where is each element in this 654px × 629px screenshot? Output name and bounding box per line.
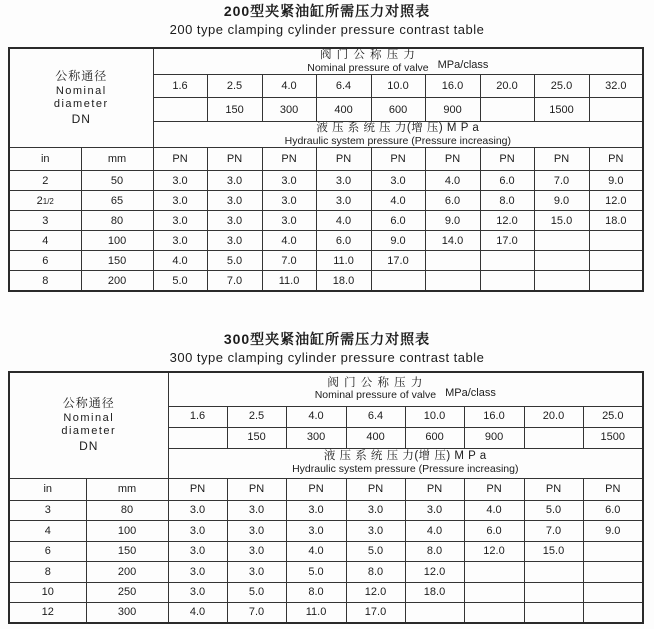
size-in-cell	[9, 251, 81, 271]
pn-data-cell: 5.0	[153, 271, 207, 291]
class-value-cell: 300	[286, 427, 346, 448]
pn-data-cell: 11.0	[316, 251, 371, 271]
pressure-value-cell: 25.0	[534, 75, 589, 98]
size-in-cell	[9, 211, 81, 231]
unit-pn-cell: PN	[316, 148, 371, 171]
size-mm-cell: 50	[81, 171, 153, 191]
hydraulic-label-cn: 液 压 系 统 压 力(增 压) M P a	[323, 450, 487, 463]
class-value-cell	[153, 98, 207, 122]
pn-data-cell: 3.0	[168, 562, 227, 583]
hydraulic-header-cell	[153, 122, 643, 148]
size-in-cell	[9, 500, 86, 521]
pn-data-cell	[589, 271, 643, 291]
pressure-value-cell: 6.4	[316, 75, 371, 98]
unit-pn-cell: PN	[405, 478, 464, 500]
pn-data-cell: 11.0	[286, 603, 346, 624]
size-mm-cell: 100	[86, 521, 168, 542]
size-mm-cell: 80	[86, 500, 168, 521]
pn-data-cell: 18.0	[316, 271, 371, 291]
nominal-diameter-label-en1: Nominal	[63, 412, 115, 425]
unit-pn-cell: PN	[168, 478, 227, 500]
size-in-cell	[9, 541, 86, 562]
pn-data-cell: 4.0	[262, 231, 316, 251]
unit-pn-cell: PN	[589, 148, 643, 171]
pn-data-cell: 3.0	[227, 541, 286, 562]
valve-pressure-label-cn: 阀 门 公 称 压 力	[319, 49, 416, 61]
pressure-value-cell: 4.0	[286, 406, 346, 427]
pressure-value-cell: 1.6	[168, 406, 227, 427]
unit-pn-cell: PN	[583, 478, 643, 500]
size-in-value: 6	[42, 254, 49, 267]
pressure-value-cell: 1.6	[153, 75, 207, 98]
class-value-cell: 300	[262, 98, 316, 122]
unit-mm-cell: mm	[86, 478, 168, 500]
pn-data-cell: 9.0	[534, 191, 589, 211]
size-in-cell	[9, 521, 86, 542]
pn-data-cell: 9.0	[425, 211, 480, 231]
pn-data-cell: 4.0	[405, 521, 464, 542]
pn-data-cell: 7.0	[534, 171, 589, 191]
valve-pressure-header	[154, 49, 643, 74]
unit-pn-cell: PN	[227, 478, 286, 500]
table-300-type-pressure	[8, 371, 644, 624]
nominal-diameter-label-cn: 公称通径	[55, 69, 108, 83]
size-in-value: 10	[41, 586, 54, 599]
size-in-value: 3	[44, 504, 51, 517]
unit-pn-cell: PN	[371, 148, 425, 171]
pn-data-cell	[589, 231, 643, 251]
valve-pressure-label-cn: 阀 门 公 称 压 力	[327, 376, 424, 389]
pn-data-cell: 3.0	[346, 500, 405, 521]
pressure-value-cell: 20.0	[480, 75, 534, 98]
pressure-value-cell: 20.0	[524, 406, 583, 427]
pn-data-cell: 8.0	[405, 541, 464, 562]
table-300-title-block	[0, 331, 654, 365]
pn-data-cell	[534, 251, 589, 271]
pn-data-cell: 3.0	[153, 191, 207, 211]
class-value-cell: 400	[346, 427, 405, 448]
class-value-cell	[168, 427, 227, 448]
pn-data-cell	[480, 271, 534, 291]
size-in-cell	[9, 582, 86, 603]
header-row-valve-pressure	[9, 372, 643, 406]
pn-data-cell	[534, 271, 589, 291]
pressure-value-cell: 16.0	[425, 75, 480, 98]
pn-data-cell	[425, 251, 480, 271]
pn-data-cell: 7.0	[262, 251, 316, 271]
pn-data-cell: 5.0	[207, 251, 262, 271]
pressure-value-cell: 4.0	[262, 75, 316, 98]
pn-data-cell: 6.0	[425, 191, 480, 211]
pn-data-cell: 18.0	[405, 582, 464, 603]
size-mm-cell: 200	[86, 562, 168, 583]
pn-data-cell: 4.0	[425, 171, 480, 191]
pn-data-cell: 8.0	[286, 582, 346, 603]
size-in-value: 4	[44, 524, 51, 537]
data-row	[9, 271, 643, 291]
pn-data-cell	[534, 231, 589, 251]
pn-data-cell: 5.0	[286, 562, 346, 583]
data-row	[9, 500, 643, 521]
size-mm-cell: 150	[86, 541, 168, 562]
pn-data-cell: 12.0	[346, 582, 405, 603]
pn-data-cell: 3.0	[316, 191, 371, 211]
table-200-title-block	[0, 3, 654, 37]
unit-pn-cell: PN	[262, 148, 316, 171]
valve-pressure-header-cell	[168, 372, 643, 406]
valve-pressure-header-lines	[315, 377, 436, 402]
pn-data-cell	[589, 251, 643, 271]
nominal-diameter-label-en2: diameter	[61, 425, 117, 438]
pn-data-cell: 12.0	[480, 211, 534, 231]
class-value-cell: 150	[207, 98, 262, 122]
pn-data-cell: 5.0	[227, 582, 286, 603]
class-value-cell: 900	[464, 427, 524, 448]
pn-data-cell: 3.0	[207, 171, 262, 191]
data-row	[9, 541, 643, 562]
pn-data-cell	[464, 582, 524, 603]
pn-data-cell: 3.0	[153, 171, 207, 191]
nominal-diameter-label-cn: 公称通径	[62, 396, 115, 411]
table-200-title-en: 200 type clamping cylinder pressure contrast table	[169, 22, 485, 37]
pn-data-cell	[464, 562, 524, 583]
data-row	[9, 562, 643, 583]
pn-data-cell	[480, 251, 534, 271]
data-row	[9, 211, 643, 231]
hydraulic-label-en: Hydraulic system pressure (Pressure increasing)	[284, 134, 512, 147]
size-mm-cell: 65	[81, 191, 153, 211]
pn-data-cell	[583, 603, 643, 624]
pn-data-cell: 3.0	[346, 521, 405, 542]
pressure-value-cell: 10.0	[405, 406, 464, 427]
unit-in-cell: in	[9, 478, 86, 500]
data-row	[9, 171, 643, 191]
class-value-cell: 1500	[534, 98, 589, 122]
class-value-cell	[480, 98, 534, 122]
pn-data-cell: 4.0	[168, 603, 227, 624]
size-in-value: 3	[42, 214, 49, 227]
size-mm-cell: 300	[86, 603, 168, 624]
hydraulic-label-en: Hydraulic system pressure (Pressure increasing)	[292, 463, 519, 476]
pn-data-cell: 3.0	[153, 211, 207, 231]
pn-data-cell: 6.0	[583, 500, 643, 521]
pressure-value-cell: 2.5	[227, 406, 286, 427]
pn-data-cell: 3.0	[227, 562, 286, 583]
data-row	[9, 582, 643, 603]
data-row	[9, 231, 643, 251]
size-in-fraction: 1/2	[42, 196, 54, 206]
size-in-cell	[9, 191, 81, 211]
table-200-title-cn: 200型夹紧油缸所需压力对照表	[223, 3, 431, 19]
pn-data-cell	[464, 603, 524, 624]
hydraulic-header-cell	[168, 448, 643, 478]
pn-data-cell: 3.0	[286, 521, 346, 542]
size-in-value: 8	[42, 274, 49, 287]
pn-data-cell: 3.0	[207, 191, 262, 211]
pn-data-cell: 3.0	[262, 171, 316, 191]
dn-label: DN	[79, 439, 99, 454]
pn-data-cell	[524, 582, 583, 603]
pn-data-cell	[524, 562, 583, 583]
unit-pn-cell: PN	[425, 148, 480, 171]
pn-data-cell: 3.0	[405, 500, 464, 521]
pn-data-cell: 9.0	[589, 171, 643, 191]
pn-data-cell: 6.0	[316, 231, 371, 251]
pn-data-cell: 8.0	[480, 191, 534, 211]
pn-data-cell: 17.0	[480, 231, 534, 251]
pn-data-cell: 6.0	[371, 211, 425, 231]
unit-pn-cell: PN	[524, 478, 583, 500]
pn-data-cell: 17.0	[371, 251, 425, 271]
pn-data-cell: 6.0	[464, 521, 524, 542]
pn-data-cell: 12.0	[589, 191, 643, 211]
class-value-cell: 400	[316, 98, 371, 122]
valve-pressure-label-en: Nominal pressure of valve	[314, 389, 437, 402]
table-300-title-en: 300 type clamping cylinder pressure contrast table	[169, 350, 485, 365]
size-mm-cell: 250	[86, 582, 168, 603]
header-row-valve-pressure	[9, 48, 643, 75]
pn-data-cell: 18.0	[589, 211, 643, 231]
unit-pn-cell: PN	[346, 478, 405, 500]
unit-pn-cell: PN	[286, 478, 346, 500]
pn-data-cell: 9.0	[371, 231, 425, 251]
pn-data-cell: 3.0	[227, 500, 286, 521]
pn-data-cell: 9.0	[583, 521, 643, 542]
mpa-class-unit-label: MPa/class	[437, 59, 489, 72]
pn-data-cell: 6.0	[480, 171, 534, 191]
pn-data-cell: 4.0	[316, 211, 371, 231]
pn-data-cell: 4.0	[464, 500, 524, 521]
pn-data-cell: 11.0	[262, 271, 316, 291]
pn-data-cell	[524, 603, 583, 624]
pressure-value-cell: 6.4	[346, 406, 405, 427]
pn-data-cell: 3.0	[286, 500, 346, 521]
size-in-value: 6	[44, 545, 51, 558]
class-value-cell: 1500	[583, 427, 643, 448]
pn-data-cell	[425, 271, 480, 291]
size-mm-cell: 200	[81, 271, 153, 291]
class-value-cell: 150	[227, 427, 286, 448]
unit-row	[9, 148, 643, 171]
unit-row	[9, 478, 643, 500]
pn-data-cell: 7.0	[207, 271, 262, 291]
pn-data-cell: 3.0	[262, 211, 316, 231]
pn-data-cell: 12.0	[464, 541, 524, 562]
unit-pn-cell: PN	[153, 148, 207, 171]
size-in-value: 2	[36, 194, 43, 207]
pn-data-cell: 5.0	[346, 541, 405, 562]
pressure-value-cell: 32.0	[589, 75, 643, 98]
data-row	[9, 603, 643, 624]
pn-data-cell: 17.0	[346, 603, 405, 624]
dn-label: DN	[71, 112, 91, 127]
pn-data-cell: 3.0	[207, 211, 262, 231]
pn-data-cell: 7.0	[524, 521, 583, 542]
pn-data-cell: 3.0	[168, 500, 227, 521]
size-in-value: 12	[41, 606, 54, 619]
valve-pressure-header-cell	[153, 48, 643, 75]
pn-data-cell: 3.0	[168, 521, 227, 542]
pn-data-cell: 15.0	[534, 211, 589, 231]
pn-data-cell: 3.0	[168, 541, 227, 562]
data-row	[9, 191, 643, 211]
size-in-value: 2	[42, 174, 49, 187]
size-mm-cell: 150	[81, 251, 153, 271]
table-300-title-cn: 300型夹紧油缸所需压力对照表	[223, 331, 431, 347]
pn-data-cell: 5.0	[524, 500, 583, 521]
class-value-cell: 600	[371, 98, 425, 122]
pn-data-cell: 14.0	[425, 231, 480, 251]
pressure-value-cell: 16.0	[464, 406, 524, 427]
pn-data-cell	[583, 582, 643, 603]
size-in-cell	[9, 603, 86, 624]
size-in-cell	[9, 271, 81, 291]
size-mm-cell: 80	[81, 211, 153, 231]
mpa-class-unit-label: MPa/class	[445, 386, 496, 399]
class-value-cell: 600	[405, 427, 464, 448]
size-mm-cell: 100	[81, 231, 153, 251]
hydraulic-label-cn: 液 压 系 统 压 力(增 压) M P a	[316, 122, 480, 135]
pn-data-cell: 4.0	[153, 251, 207, 271]
nominal-diameter-header-cell	[9, 372, 168, 478]
unit-mm-cell: mm	[81, 148, 153, 171]
size-in-cell	[9, 231, 81, 251]
unit-in-cell: in	[9, 148, 81, 171]
size-in-cell	[9, 562, 86, 583]
pn-data-cell	[583, 541, 643, 562]
table-200-type-pressure	[8, 47, 644, 292]
pn-data-cell: 12.0	[405, 562, 464, 583]
pressure-value-cell: 25.0	[583, 406, 643, 427]
nominal-diameter-header-cell	[9, 48, 153, 148]
pn-data-cell: 4.0	[371, 191, 425, 211]
pressure-value-cell: 10.0	[371, 75, 425, 98]
pn-data-cell: 8.0	[346, 562, 405, 583]
pn-data-cell	[405, 603, 464, 624]
size-in-cell	[9, 171, 81, 191]
pn-data-cell: 15.0	[524, 541, 583, 562]
valve-pressure-header-lines	[307, 49, 428, 74]
pn-data-cell	[583, 562, 643, 583]
unit-pn-cell: PN	[480, 148, 534, 171]
size-in-value: 8	[44, 565, 51, 578]
size-in-value: 4	[42, 234, 49, 247]
class-value-cell	[589, 98, 643, 122]
data-row	[9, 251, 643, 271]
pn-data-cell: 3.0	[168, 582, 227, 603]
pn-data-cell: 3.0	[227, 521, 286, 542]
pn-data-cell: 3.0	[153, 231, 207, 251]
valve-pressure-header	[169, 377, 643, 402]
class-value-cell: 900	[425, 98, 480, 122]
unit-pn-cell: PN	[464, 478, 524, 500]
valve-pressure-label-en: Nominal pressure of valve	[307, 61, 429, 74]
unit-pn-cell: PN	[534, 148, 589, 171]
pn-data-cell: 3.0	[316, 171, 371, 191]
pressure-value-cell: 2.5	[207, 75, 262, 98]
nominal-diameter-label-en1: Nominal	[55, 85, 107, 98]
pn-data-cell: 7.0	[227, 603, 286, 624]
pn-data-cell	[371, 271, 425, 291]
pn-data-cell: 3.0	[371, 171, 425, 191]
unit-pn-cell: PN	[207, 148, 262, 171]
data-row	[9, 521, 643, 542]
nominal-diameter-label-en2: diameter	[53, 98, 109, 111]
class-value-cell	[524, 427, 583, 448]
pn-data-cell: 3.0	[207, 231, 262, 251]
pn-data-cell: 3.0	[262, 191, 316, 211]
pn-data-cell: 4.0	[286, 541, 346, 562]
